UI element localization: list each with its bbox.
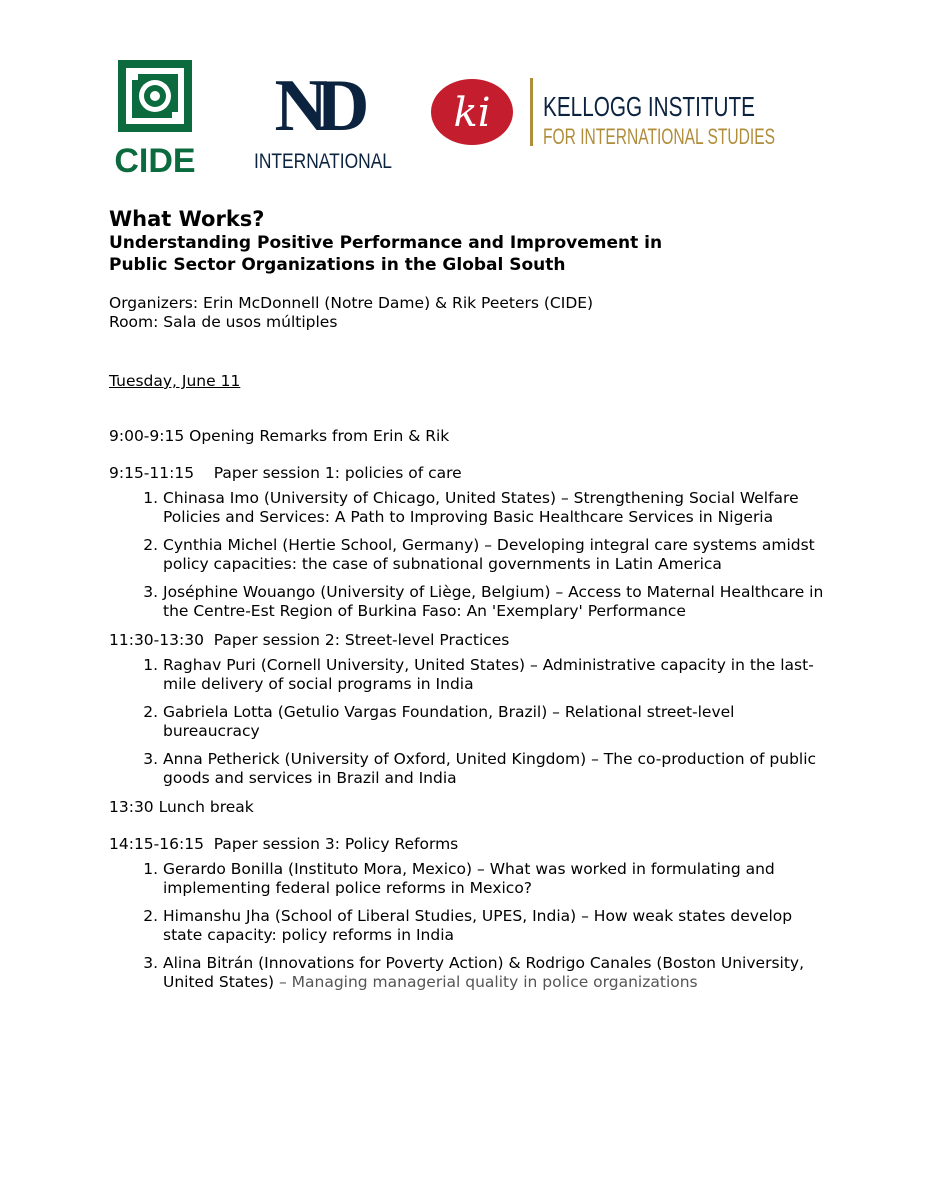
nd-international-text: INTERNATIONAL <box>254 150 392 173</box>
session-3-papers <box>109 860 829 992</box>
subtitle-line-1: Understanding Positive Performance and Improvement in <box>109 233 663 253</box>
cide-logo-text: CIDE <box>114 142 196 180</box>
ki-initials: ki <box>453 90 491 136</box>
paper-authors: Alina Bitrán (Innovations for Poverty Action) & Rodrigo Canales (Boston University, United States) <box>163 954 805 991</box>
kellogg-logo <box>430 76 790 148</box>
session-2-papers <box>109 656 829 788</box>
cide-logo <box>108 60 202 180</box>
session-3-heading: 14:15-16:15 Paper session 3: Policy Reforms <box>109 835 459 853</box>
subtitle-line-2: Public Sector Organizations in the Global South <box>109 255 566 275</box>
event-meta <box>109 294 829 332</box>
organizers: Organizers: Erin McDonnell (Notre Dame) & Rik Peeters (CIDE) <box>109 294 594 312</box>
logo-bar <box>0 0 927 190</box>
list-item: 1. Chinasa Imo (University of Chicago, United States) – Strengthening Social Welfare Policies and Services: A Path to Improving Basic Healthcare Services in Nigeria <box>163 489 829 527</box>
list-item: 2. Himanshu Jha (School of Liberal Studies, UPES, India) – How weak states develop state capacity: policy reforms in India <box>163 907 829 945</box>
list-item: 1. Gerardo Bonilla (Instituto Mora, Mexico) – What was worked in formulating and implementing federal police reforms in Mexico? <box>163 860 829 898</box>
list-item: 2. Gabriela Lotta (Getulio Vargas Foundation, Brazil) – Relational street-level bureaucracy <box>163 703 829 741</box>
list-item: 3. Anna Petherick (University of Oxford, United Kingdom) – The co-production of public goods and services in Brazil and India <box>163 750 829 788</box>
room: Room: Sala de usos múltiples <box>109 313 338 331</box>
page-title: What Works? <box>109 207 265 231</box>
session-1-heading: 9:15-11:15 Paper session 1: policies of care <box>109 464 462 482</box>
notre-dame-logo <box>252 65 394 173</box>
document-body <box>109 206 829 1001</box>
opening-remarks: 9:00-9:15 Opening Remarks from Erin & Rik <box>109 427 450 445</box>
kellogg-line2: FOR INTERNATIONAL STUDIES <box>543 124 775 149</box>
list-item: 1. Raghav Puri (Cornell University, United States) – Administrative capacity in the last-mile delivery of social programs in India <box>163 656 829 694</box>
list-item <box>163 954 829 992</box>
kellogg-line1: KELLOGG INSTITUTE <box>543 91 755 122</box>
session-2-heading: 11:30-13:30 Paper session 2: Street-level Practices <box>109 631 510 649</box>
paper-title: – Managing managerial quality in police organizations <box>274 973 698 991</box>
list-item: 2. Cynthia Michel (Hertie School, Germany) – Developing integral care systems amidst policy capacities: the case of subnational governments in Latin America <box>163 536 829 574</box>
day-heading: Tuesday, June 11 <box>109 372 241 390</box>
nd-monogram: ND <box>274 65 358 147</box>
list-item: 3. Joséphine Wouango (University of Liège, Belgium) – Access to Maternal Healthcare in the Centre-Est Region of Burkina Faso: An 'Exemplary' Performance <box>163 583 829 621</box>
lunch-break: 13:30 Lunch break <box>109 798 254 816</box>
session-1-papers <box>109 489 829 621</box>
